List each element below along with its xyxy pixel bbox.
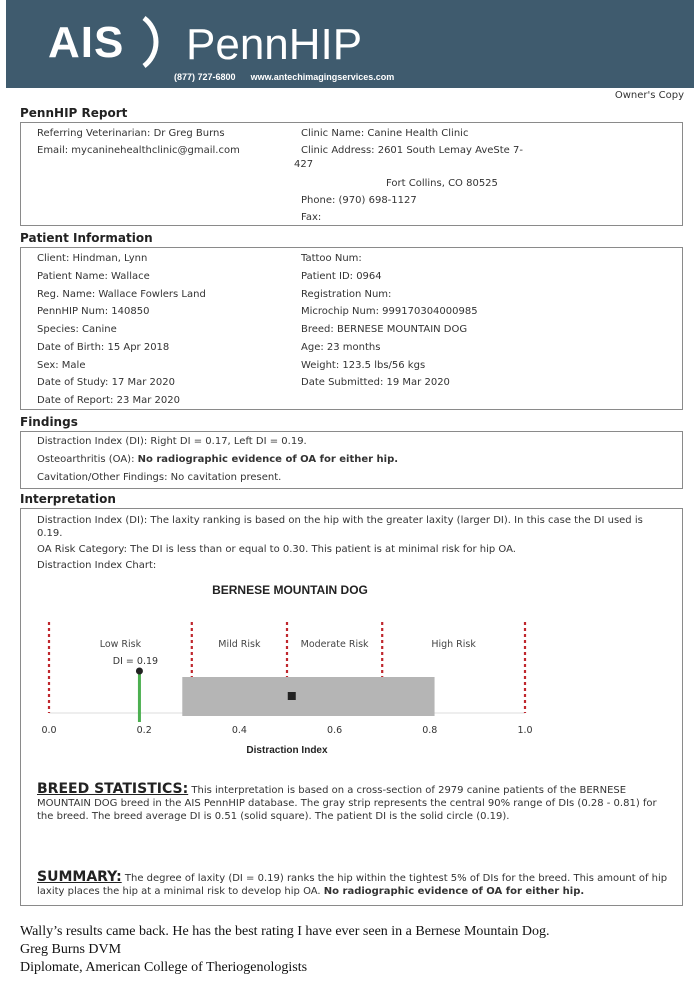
findings-oa-label: Osteoarthritis (OA): [37,454,135,465]
x-tick-label-2: 0.4 [231,725,247,736]
logo-pennhip: PennHIP [186,20,363,69]
x-tick-label-3: 0.6 [327,725,343,736]
findings-oa [37,454,398,465]
risk-zone-label-2: Moderate Risk [300,639,369,650]
x-tick-label-1: 0.2 [136,725,152,736]
date-of-study: Date of Study: 17 Mar 2020 [37,377,175,388]
breed-range-strip [182,677,434,716]
patient-di-marker [136,668,143,675]
x-tick-label-0: 0.0 [41,725,57,736]
note-line-1: Wally’s results came back. He has the best rating I have ever seen in a Bernese Mountain Dog. [20,924,550,939]
clinic-address-suite: 427 [294,159,314,170]
summary-text: The degree of laxity (DI = 0.19) ranks the hip within the tightest 5% of DIs for the breed. This amount of hip laxity places the hip at a minimal risk to develop hip OA. [37,873,668,897]
section-title-interpretation: Interpretation [20,492,116,506]
note-line-3: Diplomate, American College of Theriogenologists [20,960,308,975]
header-phone: (877) 727-6800 [174,72,236,82]
breed: Breed: BERNESE MOUNTAIN DOG [301,324,468,335]
breed-statistics [37,783,669,823]
x-tick-label-4: 0.8 [422,725,438,736]
species: Species: Canine [37,324,117,335]
referring-vet: Referring Veterinarian: Dr Greg Burns [37,128,225,139]
interp-chart-label: Distraction Index Chart: [37,560,157,571]
report-box [20,122,683,226]
clinic-name: Clinic Name: Canine Health Clinic [301,128,469,139]
summary-bold: No radiographic evidence of OA for either hip. [323,886,585,897]
interp-oa-risk: OA Risk Category: The DI is less than or equal to 0.30. This patient is at minimal risk for hip OA. [37,544,516,555]
chart-title: BERNESE MOUNTAIN DOG [212,583,368,597]
header-contact [174,72,394,82]
weight: Weight: 123.5 lbs/56 kgs [301,360,426,371]
clinic-fax: Fax: [301,212,322,223]
risk-zone-label-0: Low Risk [99,639,142,650]
date-submitted: Date Submitted: 19 Mar 2020 [301,377,450,388]
distraction-index-chart [32,582,552,762]
registration-num: Registration Num: [301,289,392,300]
risk-zone-label-1: Mild Risk [218,639,261,650]
logo-ais: AIS [48,18,125,67]
findings-oa-value: No radiographic evidence of OA for either hip. [137,454,399,465]
owners-copy: Owner's Copy [614,90,684,101]
note-line-2: Greg Burns DVM [20,942,122,957]
findings-box [20,431,683,489]
patient-di-label: DI = 0.19 [112,656,159,667]
findings-di: Distraction Index (DI): Right DI = 0.17, Left DI = 0.19. [37,436,307,447]
date-of-report: Date of Report: 23 Mar 2020 [37,395,180,406]
x-tick-label-5: 1.0 [517,725,533,736]
header-banner [6,0,694,88]
clinic-city: Fort Collins, CO 80525 [386,178,498,189]
chart-xlabel: Distraction Index [246,745,328,756]
summary [37,871,669,898]
summary-heading: SUMMARY: [37,869,122,885]
patient-name: Patient Name: Wallace [37,271,150,282]
age: Age: 23 months [301,342,381,353]
section-title-findings: Findings [20,415,78,429]
microchip-num: Microchip Num: 999170304000985 [301,306,478,317]
header-website[interactable]: www.antechimagingservices.com [250,72,395,82]
breed-statistics-text: This interpretation is based on a cross-section of 2979 canine patients of the BERNESE MOUNTAIN DOG breed in the AIS PennHIP database. The gray strip represents the central 90% range of DIs (0.28 - 0.81) for the breed. The breed average DI is 0.51 (solid square). The patient DI is the solid circle (0.19). [37,785,657,822]
date-of-birth: Date of Birth: 15 Apr 2018 [37,342,170,353]
findings-other: Cavitation/Other Findings: No cavitation present. [37,472,282,483]
tattoo-num: Tattoo Num: [301,253,362,264]
interp-di-text: Distraction Index (DI): The laxity ranking is based on the hip with the greater laxity (larger DI). In this case the DI used is 0.19. [37,515,643,539]
email: Email: mycaninehealthclinic@gmail.com [37,145,240,156]
client: Client: Hindman, Lynn [37,253,148,264]
breed-average-marker [288,692,296,700]
section-title-patient: Patient Information [20,231,153,245]
clinic-address: Clinic Address: 2601 South Lemay AveSte 7- [301,145,523,156]
logo-arc-icon [140,16,180,68]
patient-box [20,247,683,410]
clinic-phone: Phone: (970) 698-1127 [301,195,417,206]
x-tick-labels [41,725,532,736]
breed-statistics-heading: BREED STATISTICS: [37,781,189,797]
sex: Sex: Male [37,360,86,371]
section-title-report: PennHIP Report [20,106,128,120]
reg-name: Reg. Name: Wallace Fowlers Land [37,289,206,300]
patient-id: Patient ID: 0964 [301,271,382,282]
pennhip-num: PennHIP Num: 140850 [37,306,150,317]
risk-zone-label-3: High Risk [431,639,476,650]
